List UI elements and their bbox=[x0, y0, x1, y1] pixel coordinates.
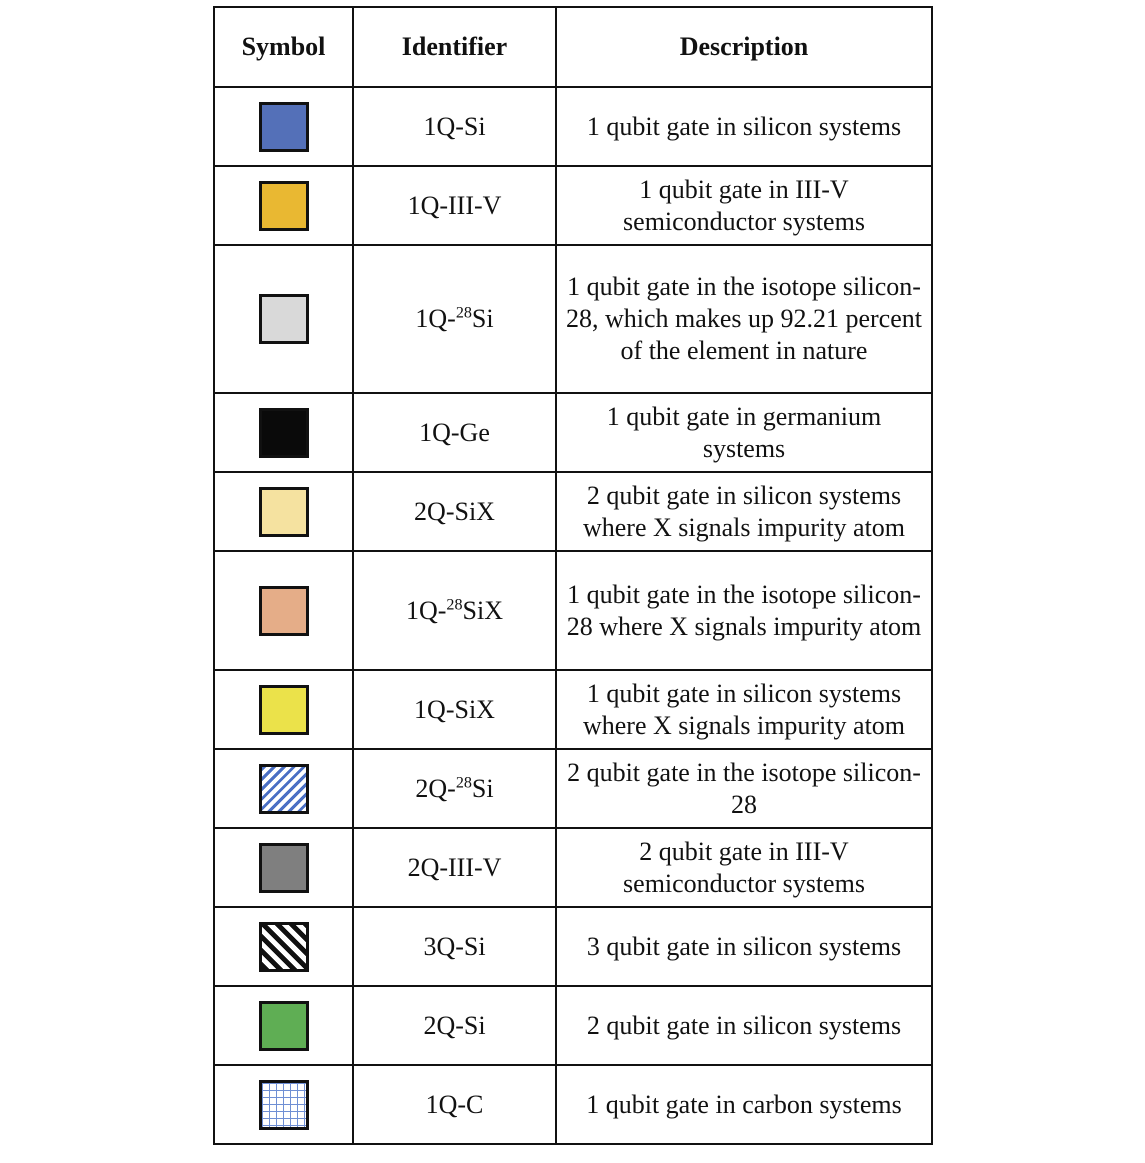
identifier-prefix: 2Q- bbox=[414, 496, 455, 526]
identifier-isotope: 28 bbox=[446, 595, 463, 613]
symbol-swatch bbox=[259, 487, 309, 537]
symbol-swatch bbox=[259, 764, 309, 814]
identifier-cell bbox=[353, 87, 556, 166]
symbol-cell bbox=[214, 87, 353, 166]
symbol-cell bbox=[214, 166, 353, 245]
symbol-swatch bbox=[259, 102, 309, 152]
identifier-suffix: Si bbox=[463, 111, 486, 141]
identifier-suffix: Si bbox=[471, 304, 494, 333]
header-symbol: Symbol bbox=[214, 7, 353, 87]
description-cell: 1 qubit gate in carbon systems bbox=[556, 1065, 932, 1144]
identifier-suffix: Si bbox=[463, 931, 486, 961]
symbol-cell bbox=[214, 907, 353, 986]
table-row bbox=[214, 166, 932, 245]
symbol-cell bbox=[214, 245, 353, 393]
description-cell: 1 qubit gate in III-V semiconductor systems bbox=[556, 166, 932, 245]
symbol-cell bbox=[214, 828, 353, 907]
identifier-prefix: 1Q- bbox=[414, 694, 455, 724]
symbol-swatch bbox=[259, 294, 309, 344]
description-cell: 1 qubit gate in the isotope silicon-28, which makes up 92.21 percent of the element in nature bbox=[556, 245, 932, 393]
identifier-prefix: 1Q- bbox=[405, 595, 447, 625]
symbol-cell bbox=[214, 1065, 353, 1144]
table-row bbox=[214, 828, 932, 907]
identifier-cell bbox=[353, 907, 556, 986]
table-row bbox=[214, 1065, 932, 1144]
symbol-swatch bbox=[259, 843, 309, 893]
description-cell: 2 qubit gate in III-V semiconductor systems bbox=[556, 828, 932, 907]
identifier-suffix: Si bbox=[463, 1010, 486, 1040]
symbol-swatch bbox=[259, 586, 309, 636]
symbol-cell bbox=[214, 393, 353, 472]
identifier-prefix: 3Q- bbox=[423, 931, 464, 961]
identifier-suffix: III-V bbox=[448, 190, 502, 220]
identifier-cell bbox=[353, 166, 556, 245]
description-cell: 1 qubit gate in silicon systems where X signals impurity atom bbox=[556, 670, 932, 749]
symbol-cell bbox=[214, 749, 353, 828]
symbol-cell bbox=[214, 551, 353, 670]
identifier-suffix: Ge bbox=[459, 417, 490, 447]
identifier-suffix: SiX bbox=[454, 694, 495, 724]
identifier-prefix: 1Q- bbox=[407, 190, 448, 220]
identifier-suffix: Si bbox=[471, 773, 494, 803]
header-row bbox=[214, 7, 932, 87]
header-identifier: Identifier bbox=[353, 7, 556, 87]
identifier-suffix: C bbox=[466, 1089, 484, 1119]
identifier-cell bbox=[353, 245, 556, 393]
identifier-cell bbox=[353, 393, 556, 472]
identifier-suffix: SiX bbox=[454, 496, 495, 526]
symbol-swatch bbox=[259, 181, 309, 231]
identifier-cell bbox=[353, 1065, 556, 1144]
legend-table bbox=[213, 6, 933, 1145]
identifier-prefix: 1Q- bbox=[425, 1089, 467, 1119]
table-row bbox=[214, 551, 932, 670]
table-row bbox=[214, 986, 932, 1065]
table-row bbox=[214, 393, 932, 472]
identifier-prefix: 1Q- bbox=[415, 304, 456, 333]
identifier-prefix: 2Q- bbox=[423, 1010, 464, 1040]
description-cell: 1 qubit gate in germanium systems bbox=[556, 393, 932, 472]
table-row bbox=[214, 749, 932, 828]
header-description: Description bbox=[556, 7, 932, 87]
symbol-swatch bbox=[259, 408, 309, 458]
table-row bbox=[214, 87, 932, 166]
identifier-prefix: 2Q- bbox=[415, 773, 456, 803]
symbol-swatch bbox=[259, 1001, 309, 1051]
description-cell: 2 qubit gate in silicon systems where X signals impurity atom bbox=[556, 472, 932, 551]
description-cell: 1 qubit gate in silicon systems bbox=[556, 87, 932, 166]
identifier-cell bbox=[353, 472, 556, 551]
identifier-suffix: III-V bbox=[448, 852, 502, 882]
table-row bbox=[214, 472, 932, 551]
description-cell: 2 qubit gate in silicon systems bbox=[556, 986, 932, 1065]
identifier-prefix: 1Q- bbox=[419, 417, 460, 447]
symbol-cell bbox=[214, 472, 353, 551]
symbol-swatch bbox=[259, 685, 309, 735]
symbol-cell bbox=[214, 670, 353, 749]
identifier-cell bbox=[353, 828, 556, 907]
table-row bbox=[214, 245, 932, 393]
symbol-cell bbox=[214, 986, 353, 1065]
description-cell: 2 qubit gate in the isotope silicon-28 bbox=[556, 749, 932, 828]
identifier-prefix: 1Q- bbox=[423, 111, 464, 141]
identifier-cell bbox=[353, 551, 556, 670]
description-cell: 1 qubit gate in the isotope silicon-28 where X signals impurity atom bbox=[556, 551, 932, 670]
table-row bbox=[214, 670, 932, 749]
identifier-isotope: 28 bbox=[455, 773, 472, 791]
identifier-prefix: 2Q- bbox=[407, 852, 448, 882]
symbol-swatch bbox=[259, 1080, 309, 1130]
identifier-cell bbox=[353, 986, 556, 1065]
identifier-cell bbox=[353, 670, 556, 749]
symbol-swatch bbox=[259, 922, 309, 972]
legend-body bbox=[214, 87, 932, 1144]
identifier-suffix: SiX bbox=[462, 595, 503, 625]
identifier-cell bbox=[353, 749, 556, 828]
identifier-isotope: 28 bbox=[455, 304, 472, 322]
table-row bbox=[214, 907, 932, 986]
description-cell: 3 qubit gate in silicon systems bbox=[556, 907, 932, 986]
